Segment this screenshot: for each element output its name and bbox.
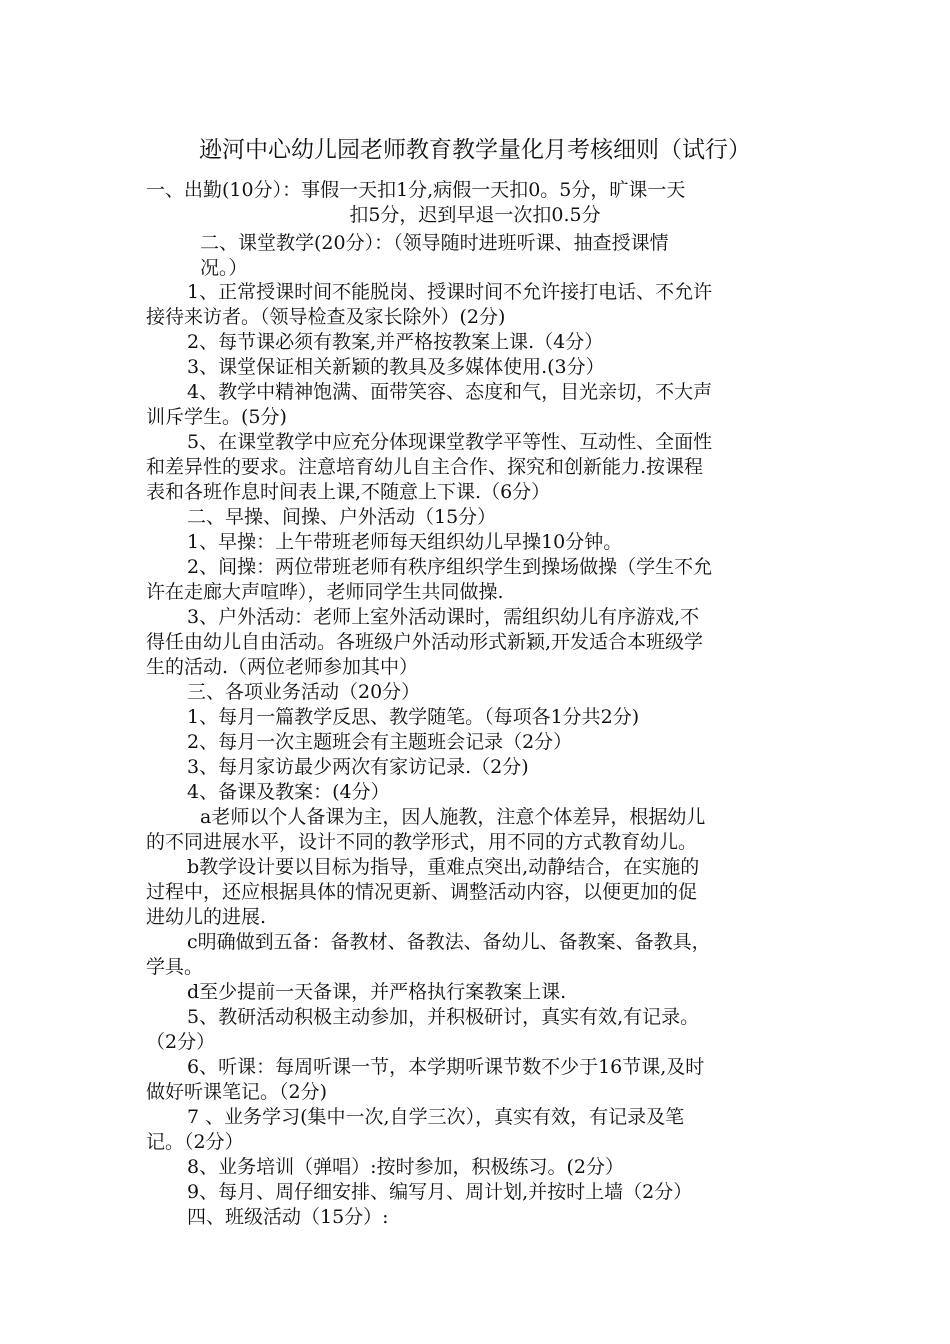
text-line: 5、教研活动积极主动参加，并积极研讨，真实有效,有记录。 (187, 1006, 700, 1028)
text-line: 3、课堂保证相关新颖的教具及多媒体使用.(3分） (187, 356, 605, 378)
text-line: 1、每月一篇教学反思、教学随笔。（每项各1分共2分) (187, 706, 640, 728)
text-line: 的不同进展水平，设计不同的教学形式，用不同的方式教育幼儿。 (146, 831, 698, 853)
text-line: 2、每节课必须有教案,并严格按教案上课.（4分） (187, 331, 604, 353)
text-line: （2分） (146, 1031, 216, 1053)
text-line: 许在走廊大声喧哗），老师同学生共同做操. (146, 581, 504, 603)
text-line: 2、每月一次主题班会有主题班会记录（2分） (187, 731, 573, 753)
text-line: 接待来访者。（领导检查及家长除外）(2分) (146, 306, 506, 328)
text-line: 况。） (200, 257, 248, 279)
text-line: 8、业务培训（弹唱）:按时参加，积极练习。(2分） (187, 1156, 624, 1178)
text-line: 过程中，还应根据具体的情况更新、调整活动内容，以便更加的促 (146, 881, 698, 903)
text-line: d至少提前一天备课，并严格执行案教案上课. (187, 981, 567, 1003)
text-line: 1、正常授课时间不能脱岗、授课时间不允许接打电话、不允许 (187, 281, 713, 303)
text-line: 2、间操：两位带班老师有秩序组织学生到操场做操（学生不允 (187, 556, 713, 578)
text-line: 4、备课及教案：(4分） (187, 781, 390, 803)
text-line: 训斥学生。(5分) (146, 406, 287, 428)
text-line: b教学设计要以目标为指导，重难点突出,动静结合，在实施的 (187, 856, 700, 878)
section-heading: 四、班级活动（15分）: (187, 1206, 389, 1228)
text-line: 3、户外活动：老师上室外活动课时，需组织幼儿有序游戏,不 (187, 606, 700, 628)
section-heading: 二、早操、间操、户外活动（15分） (187, 506, 497, 528)
text-line: 和差异性的要求。注意培育幼儿自主合作、探究和创新能力.按课程 (146, 456, 704, 478)
document-title: 逊河中心幼儿园老师教育教学量化月考核细则（试行） (199, 137, 751, 163)
text-line: 6、听课：每周听课一节，本学期听课节数不少于16节课,及时 (187, 1056, 705, 1078)
text-line: c明确做到五备：备教材、备教法、备幼儿、备教案、备教具， (187, 931, 711, 953)
text-line: 生的活动.（两位老师参加其中） (146, 656, 419, 678)
text-line: 3、每月家访最少两次有家访记录.（2分) (187, 756, 529, 778)
text-line: 7 、业务学习(集中一次,自学三次），真实有效，有记录及笔 (187, 1106, 685, 1128)
text-line: 表和各班作息时间表上课,不随意上下课.（6分） (146, 481, 551, 503)
section-heading: 二、课堂教学(20分）：（领导随时进班听课、抽查授课情 (200, 232, 669, 254)
text-line: 9、每月、周仔细安排、编写月、周计划,并按时上墙（2分） (187, 1181, 693, 1203)
section-heading: 三、各项业务活动（20分） (187, 681, 421, 703)
text-line: 扣5分，迟到早退一次扣0.5分 (349, 204, 601, 226)
text-line: 4、教学中精神饱满、面带笑容、态度和气，目光亲切，不大声 (187, 381, 713, 403)
text-line: 进幼儿的进展. (146, 906, 267, 928)
text-line: 记。（2分） (146, 1131, 244, 1153)
text-line: 5、在课堂教学中应充分体现课堂教学平等性、互动性、全面性 (187, 431, 713, 453)
text-line: 1、早操：上午带班老师每天组织幼儿早操10分钟。 (187, 531, 623, 553)
text-line: 得任由幼儿自由活动。各班级户外活动形式新颖,开发适合本班级学 (146, 631, 704, 653)
text-line: 一、出勤(10分）：事假一天扣1分,病假一天扣0。5分，旷课一天 (146, 179, 686, 201)
text-line: a老师以个人备课为主，因人施教，注意个体差异，根据幼儿 (200, 806, 706, 828)
text-line: 学具。 (146, 956, 204, 978)
text-line: 做好听课笔记。（2分) (146, 1081, 328, 1103)
